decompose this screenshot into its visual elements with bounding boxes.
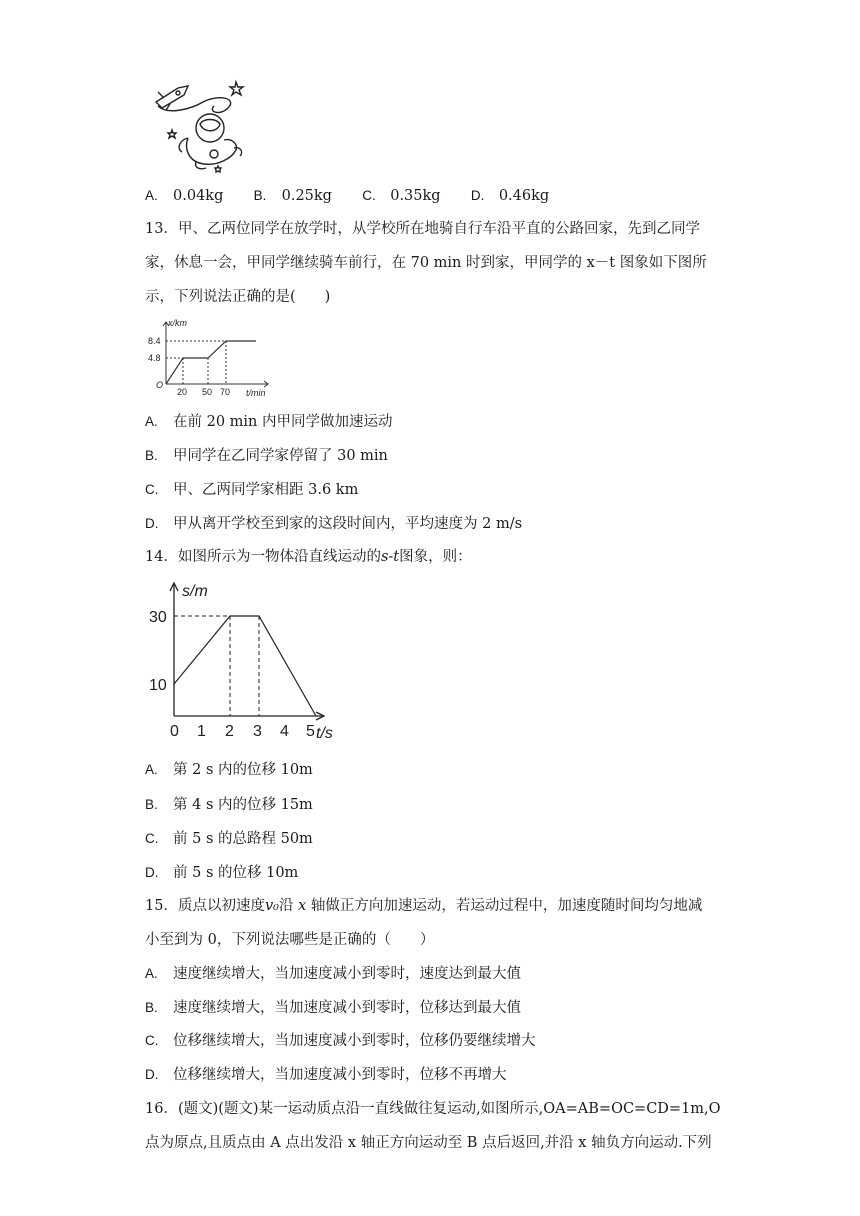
q13-option-c[interactable]: C. 甲、乙两同学家相距 3.6 km: [145, 482, 359, 498]
q14-xtick-4: 4: [280, 723, 289, 740]
q13-xtick-50: 50: [202, 387, 213, 397]
q14-option-c[interactable]: C. 前 5 s 的总路程 50m: [145, 831, 313, 847]
q15-option-d[interactable]: D. 位移继续增大，当加速度减小到零时，位移不再增大: [145, 1067, 507, 1083]
q13-xt-graph: [146, 316, 276, 398]
q13-option-a[interactable]: A. 在前 20 min 内甲同学做加速运动: [145, 414, 393, 430]
q14-xtick-0: 0: [170, 723, 179, 740]
q13-stem-line-2: 家，休息一会，甲同学继续骑车前行，在 70 min 时到家，甲同学的 x－t 图象如下图所: [145, 255, 707, 271]
q13-option-b[interactable]: B. 甲同学在乙同学家停留了 30 min: [145, 448, 388, 464]
q16-stem-line-2: 点为原点,且质点由 A 点出发沿 x 轴正方向运动至 B 点后返回,并沿 x 轴负方向运动.下列: [145, 1135, 712, 1151]
q14-xtick-2: 2: [225, 723, 234, 740]
q14-ylabel: s/m: [182, 583, 208, 600]
q14-xlabel: t/s: [316, 725, 333, 742]
astronaut-rocket-drawing: [148, 78, 248, 174]
q13-xtick-70: 70: [220, 387, 231, 397]
q13-xtick-20: 20: [177, 387, 188, 397]
q13-graph-line: [166, 341, 256, 384]
q14-xtick-3: 3: [253, 723, 262, 740]
q15-stem-line-2: 小至到为 0，下列说法哪些是正确的（ ）: [145, 932, 435, 948]
q15-option-c[interactable]: C. 位移继续增大，当加速度减小到零时，位移仍要继续增大: [145, 1033, 536, 1049]
q13-ylabel: x/km: [168, 318, 187, 328]
q14-stem: 14．如图所示为一物体沿直线运动的s-t图象，则：: [145, 549, 472, 565]
q12-option-c[interactable]: C. 0.35kg: [362, 188, 441, 204]
q13-stem-line-3: 示，下列说法正确的是( ): [145, 289, 331, 305]
q14-ytick-10: 10: [149, 677, 167, 694]
q14-xtick-1: 1: [197, 723, 206, 740]
q13-stem-line-1: 13．甲、乙两位同学在放学时，从学校所在地骑自行车沿平直的公路回家，先到乙同学: [145, 221, 700, 237]
q14-option-d[interactable]: D. 前 5 s 的位移 10m: [145, 865, 299, 881]
q14-graph-line: [174, 616, 316, 716]
q15-option-a[interactable]: A. 速度继续增大，当加速度减小到零时，速度达到最大值: [145, 966, 521, 982]
q12-options-row: [145, 186, 549, 206]
q16-stem-line-1: 16．(题文)(题文)某一运动质点沿一直线做往复运动,如图所示,OA=AB=OC=CD=1m,O: [145, 1101, 721, 1117]
q14-option-a[interactable]: A. 第 2 s 内的位移 10m: [145, 762, 313, 778]
q13-ytick-84: 8.4: [148, 336, 161, 346]
q13-option-d[interactable]: D. 甲从离开学校至到家的这段时间内，平均速度为 2 m/s: [145, 516, 523, 532]
q12-option-b[interactable]: B. 0.25kg: [253, 188, 332, 204]
q13-ytick-48: 4.8: [148, 353, 161, 363]
q14-option-b[interactable]: B. 第 4 s 内的位移 15m: [145, 797, 313, 813]
q15-stem-line-1: 15．质点以初速度v₀沿 x 轴做正方向加速运动，若运动过程中，加速度随时间均匀地减: [145, 898, 703, 914]
q12-option-d[interactable]: D. 0.46kg: [470, 188, 550, 204]
q14-ytick-30: 30: [149, 609, 167, 626]
q14-xtick-5: 5: [306, 723, 315, 740]
q13-origin: O: [156, 380, 164, 390]
q12-option-a[interactable]: A. 0.04kg: [145, 188, 224, 204]
q13-xlabel: t/min: [246, 388, 266, 398]
astronaut-rocket-figure: [148, 78, 248, 174]
q14-st-graph: [146, 578, 342, 746]
q15-option-b[interactable]: B. 速度继续增大，当加速度减小到零时，位移达到最大值: [145, 1000, 521, 1016]
